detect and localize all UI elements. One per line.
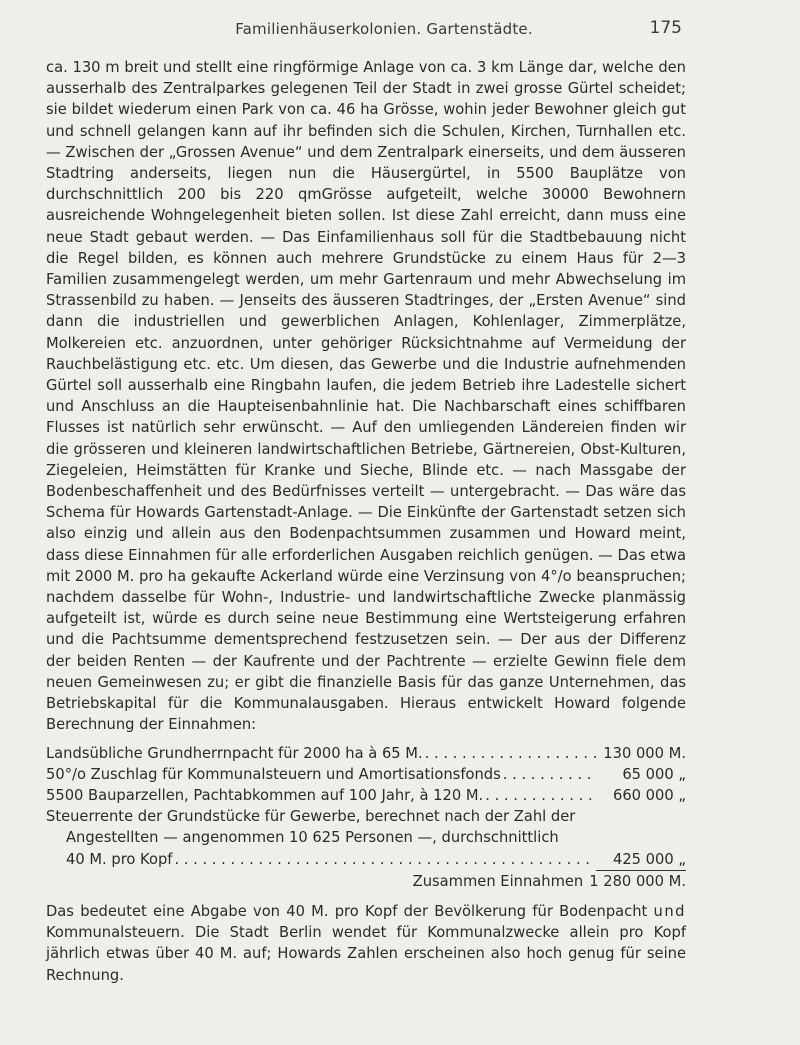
calc-row-desc: Landsübliche Grundherrnpacht für 2000 ha à 65 M. xyxy=(46,744,423,762)
calc-row-amount: 65 000 „ xyxy=(622,765,686,783)
calc-row-amount: 425 000 „ xyxy=(596,849,686,871)
running-title: Familienhäuserkolonien. Gartenstädte. xyxy=(235,20,533,38)
dot-leader xyxy=(172,849,596,870)
calc-row xyxy=(46,849,686,871)
dot-leader xyxy=(483,785,596,806)
calc-row-desc-line: Angestellten — angenommen 10 625 Personen —, durchschnittlich xyxy=(66,829,559,847)
main-paragraph: ca. 130 m breit und stellt eine ringförmige Anlage von ca. 3 km Länge dar, welche den ausserhalb des Zentralparkes gelegenen Teil der Stadt in zwei grosse Gürtel scheidet; sie bildet wiederum einen Park von ca. 46 ha Grösse, wohin jeder Bewohner gleich gut und schnell gelangen kann auf ihr befinden sich die Schulen, Kirchen, Turnhallen etc. — Zwischen der „Grossen Avenue“ und dem Zentralpark einerseits, und dem äusseren Stadtring anderseits, liegen nun die Häusergürtel, in 5500 Bauplätze von durchschnittlich 200 bis 220 qmGrösse aufgeteilt, welche 30000 Bewohnern ausreichende Wohngelegenheit bieten sollen. Ist diese Zahl erreicht, dann muss eine neue Stadt gebaut werden. — Das Einfamilienhaus soll für die Stadtbebauung nicht die Regel bilden, es können auch mehrere Grundstücke zu einem Haus für 2—3 Familien zusammengelegt werden, um mehr Gartenraum und mehr Abwechselung im Strassenbild zu haben. — Jenseits des äusseren Stadtringes, der „Ersten Avenue“ sind dann die industriellen und gewerblichen Anlagen, Kohlenlager, Zimmerplätze, Molkereien etc. anzuordnen, unter gehöriger Rücksichtnahme auf Vermeidung der Rauchbelästigung etc. etc. Um diesen, das Gewerbe und die Industrie aufnehmenden Gürtel soll ausserhalb eine Ringbahn laufen, die jedem Betrieb ihre Ladestelle sichert und Anschluss an die Haupteisenbahnlinie hat. Die Nachbarschaft eines schiffbaren Flusses ist natürlich sehr erwünscht. — Auf den umliegenden Ländereien finden wir die grösseren und kleineren landwirtschaftlichen Betriebe, Gärtnereien, Obst-Kulturen, Ziegeleien, Heimstätten für Kranke und Sieche, Blinde etc. — nach Massgabe der Bodenbeschaffenheit und des Bedürfnisses verteilt — untergebracht. — Das wäre das Schema für Howards Gartenstadt-Anlage. — Die Einkünfte der Gartenstadt setzen sich also einzig und allein aus den Bodenpachtsummen zusammen und Howard meint, dass diese Einnahmen für alle erforderlichen Ausgaben reichlich genügen. — Das etwa mit 2000 M. pro ha gekaufte Ackerland würde eine Verzinsung von 4°/o beanspruchen; nachdem dasselbe für Wohn-, Industrie- und landwirtschaftliche Zwecke planmässig aufgeteilt ist, würde es durch seine neue Bestimmung eine Wertsteigerung erfahren und die Pachtsumme dementsprechend festzusetzen sein. — Der aus der Differenz der beiden Renten — der Kaufrente und der Pachtrente — erzielte Gewinn fiele dem neuen Gemeinwesen zu; er gibt die finanzielle Basis für das ganze Unternehmen, das Betriebskapital für die Kommunalausgaben. Hieraus entwickelt Howard folgende Berechnung der Einnahmen: xyxy=(46,59,686,734)
closing-spaced-word: und xyxy=(653,902,686,920)
calc-total xyxy=(46,871,686,892)
closing-paragraph xyxy=(46,901,686,986)
calc-row xyxy=(46,764,686,785)
page-number: 175 xyxy=(649,18,682,38)
total-value: 1 280 000 M. xyxy=(589,872,686,890)
calc-row-desc: 50°/o Zuschlag für Kommunalsteuern und Amortisationsfonds xyxy=(46,765,501,783)
calc-row-desc: 40 M. pro Kopf xyxy=(66,850,173,868)
closing-paragraph-block xyxy=(46,901,686,986)
page-header xyxy=(86,18,682,40)
closing-text-after: Kommunalsteuern. Die Stadt Berlin wendet für Kommunalzwecke allein pro Kopf jährlich etwas über 40 M. auf; Howards Zahlen erscheinen also hoch genug für seine Rechnung. xyxy=(46,924,686,984)
calc-row-desc-line: Steuerrente der Grundstücke für Gewerbe, berechnet nach der Zahl der xyxy=(46,808,576,826)
calc-row-amount: 130 000 M. xyxy=(603,744,686,762)
main-paragraph-block xyxy=(46,57,686,736)
calc-row xyxy=(46,785,686,806)
income-calculation xyxy=(46,743,686,892)
body-text xyxy=(46,57,686,986)
calc-row-amount: 660 000 „ xyxy=(612,786,686,804)
calc-row xyxy=(46,743,686,764)
closing-text-before: Das bedeutet eine Abgabe von 40 M. pro Kopf der Bevölkerung für Bodenpacht xyxy=(46,902,648,920)
calc-row-desc: 5500 Bauparzellen, Pachtabkommen auf 100 Jahr, à 120 M. xyxy=(46,786,484,804)
total-label: Zusammen Einnahmen xyxy=(412,872,584,890)
dot-leader xyxy=(501,764,596,785)
calc-row-multiline xyxy=(46,806,686,871)
dot-leader xyxy=(423,743,596,764)
